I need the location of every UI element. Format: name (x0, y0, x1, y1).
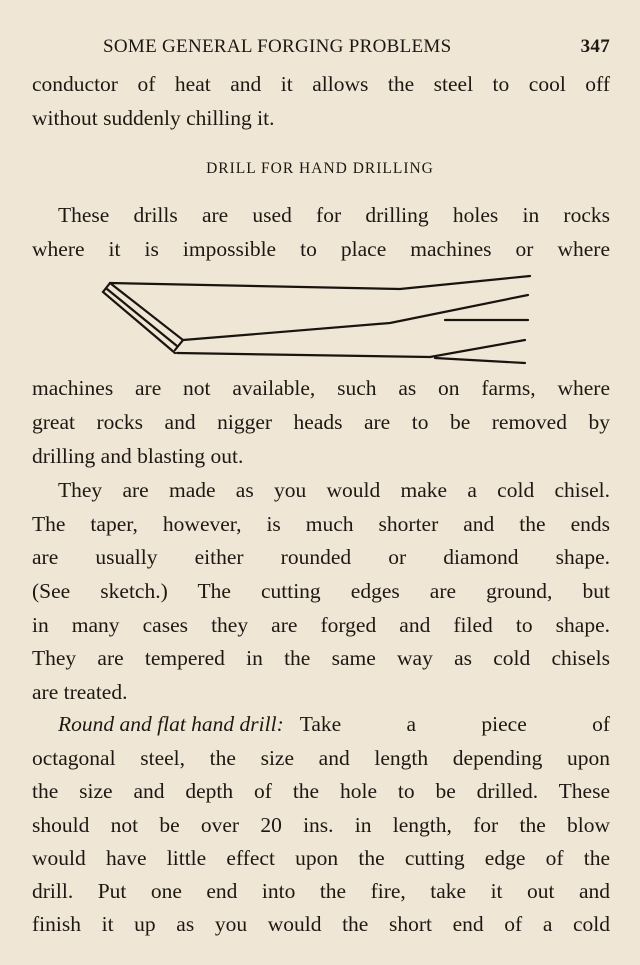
text-line: The taper, however, is much shorter and the ends (32, 512, 610, 536)
text-line: in many cases they are forged and filed to shape. (32, 613, 610, 637)
text-line: without suddenly chilling it. (32, 106, 275, 130)
page-number: 347 (580, 36, 610, 57)
text-line: (See sketch.) The cutting edges are ground, but (32, 579, 610, 603)
text-line: octagonal steel, the size and length depending upon (32, 746, 610, 770)
text-line: conductor of heat and it allows the steel to cool off (32, 72, 610, 96)
running-head (0, 36, 640, 60)
text-line: finish it up as you would the short end of a cold (32, 912, 610, 936)
section-heading: DRILL FOR HAND DRILLING (206, 160, 434, 177)
text-line: would have little effect upon the cutting edge of the (32, 846, 610, 870)
text-line: are treated. (32, 680, 128, 704)
text-line: They are tempered in the same way as cold chisels (32, 646, 610, 670)
italic-lead: Round and flat hand drill: (58, 712, 284, 736)
paragraph-lead-line (58, 710, 610, 738)
text-line: These drills are used for drilling holes in rocks (58, 203, 610, 227)
drill-sketch-icon (100, 270, 540, 365)
text-line: great rocks and nigger heads are to be removed by (32, 410, 610, 434)
text-line: Take a piece of (299, 712, 610, 736)
running-title: SOME GENERAL FORGING PROBLEMS (103, 36, 452, 57)
text-line: drilling and blasting out. (32, 444, 244, 468)
text-line: should not be over 20 ins. in length, for the blow (32, 813, 610, 837)
text-line: They are made as you would make a cold chisel. (58, 478, 610, 502)
text-line: are usually either rounded or diamond shape. (32, 545, 610, 569)
text-line: drill. Put one end into the fire, take it out and (32, 879, 610, 903)
text-line: machines are not available, such as on farms, where (32, 376, 610, 400)
text-line: where it is impossible to place machines or where (32, 237, 610, 261)
text-line: the size and depth of the hole to be drilled. These (32, 779, 610, 803)
